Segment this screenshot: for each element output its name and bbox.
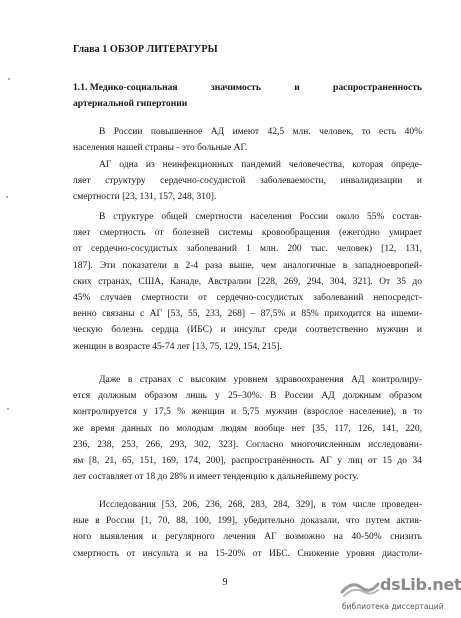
paragraph-3 [73, 209, 422, 355]
text-line: смертности [23, 131, 157, 248, 310]. [73, 192, 217, 203]
text-line: ного выявления и регулярного лечения АГ возможно на 40-50% снизить [73, 532, 422, 543]
text-line: контролируется у 17,5 % женщин и 5,75 мужчин (взрослое население), в то [73, 407, 422, 418]
section-number: 1.1. [73, 82, 88, 93]
paragraph-5 [73, 497, 422, 562]
text-line: ется должным образом лишь у 25–30%. В России АД должным образом [73, 391, 422, 402]
text-line: от сердечно-сосудистых заболеваний 1 млн. 200 тыс. человек) [12, 131, [73, 244, 422, 255]
text-line: ям [8, 21, 65, 151, 169, 174, 200], распространённость АГ у лиц от 15 до 34 [73, 456, 422, 467]
watermark-tagline: библиотека диссертаций [342, 602, 444, 611]
scan-speck [7, 408, 9, 410]
text-line: 45% случаев смертности от сердечно-сосудистых заболеваний непосредст- [73, 293, 422, 304]
text-line: же время данных по молодым людям вообще нет [35, 117, 126, 141, 220, [73, 423, 422, 434]
text-line: Исследования [53, 206, 236, 268, 283, 284, 329], в том числе проведен- [99, 500, 422, 510]
text-line: 187]. Эти показатели в 2-4 раза выше, чем аналогичные в западноевропей- [73, 260, 422, 271]
section-word-4: распространенность [333, 82, 422, 93]
text-line: смертность от инсульта и на 15-20% от ИБС. Снижение уровня диастоли- [73, 548, 422, 559]
text-line: В структуре общей смертности населения России около 55% состав- [99, 212, 422, 222]
text-line: лет составляет от 18 до 28% и имеет тенденцию к дальнейшему росту. [73, 472, 359, 483]
page-number: 9 [222, 577, 228, 588]
section-word-1: Медико-социальная [89, 82, 178, 93]
text-line: ные в России [1, 70, 88, 100, 199], убедительно доказали, что путем актив- [73, 516, 422, 527]
paragraph-4 [73, 372, 422, 485]
section-word-2: значимость [210, 82, 261, 93]
scan-speck [8, 78, 10, 80]
text-line: ляет смертность от болезней системы кровообращения (ежегодно умирает [73, 228, 422, 239]
watermark-name: dsLib.net [380, 575, 461, 594]
dslib-logo-icon [340, 578, 380, 598]
section-word-3: и [294, 82, 300, 93]
text-line: В России повышенное АД имеют 42,5 млн. человек, то есть 40% [99, 127, 422, 137]
text-line: ских странах, США, Канаде, Австралии [228, 269, 294, 304, 321]. От 35 до [73, 276, 422, 287]
text-line: Даже в странах с высоким уровнем здравоохранения АД контролиру- [99, 375, 422, 385]
section-heading-line-2: артериальной гипертонии [73, 98, 188, 109]
text-line: 236, 238, 253, 266, 293, 302, 323]. Согласно многочисленным исследовани- [73, 439, 422, 450]
section-heading [73, 80, 422, 112]
text-line: женщин в возрасте 45-74 лет [13, 75, 129, 154, 215]. [73, 341, 282, 352]
paragraph-2 [73, 157, 422, 206]
dslib-watermark[interactable] [340, 574, 461, 618]
text-line: венно связаны с АГ [53, 55, 233, 268] – 87,5% и 85% приходится на ишеми- [73, 309, 422, 320]
scan-speck [6, 196, 8, 198]
text-line: ческую болезнь сердца (ИБС) и инсульт среди соответственно мужчин и [73, 325, 422, 336]
text-line: ляет структуру сердечно-сосудистой заболеваемости, инвалидизации и [73, 176, 422, 187]
paragraph-1 [73, 124, 422, 156]
chapter-title: Глава 1 ОБЗОР ЛИТЕРАТУРЫ [73, 44, 218, 55]
text-line: населения нашей страны - это больные АГ. [73, 143, 248, 154]
section-heading-word [73, 80, 178, 96]
text-line: АГ одна из неинфекционных пандемий человечества, которая опреде- [99, 160, 422, 170]
